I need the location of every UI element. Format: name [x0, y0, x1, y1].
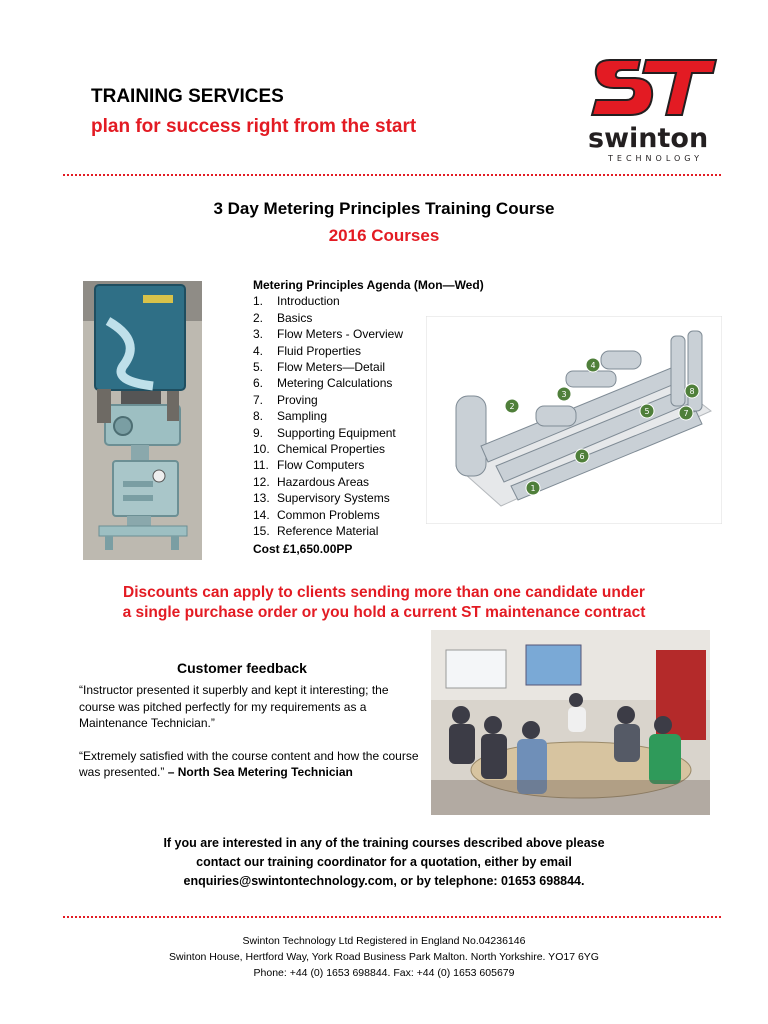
agenda-item-number: 4. — [253, 343, 264, 358]
agenda-item-label: Supporting Equipment — [277, 425, 396, 440]
skid-callout-label: 1 — [530, 484, 536, 493]
feedback-quote-2 — [79, 748, 419, 781]
agenda-item-label: Hazardous Areas — [277, 474, 370, 489]
contact-line-2: contact our training coordinator for a quotation, either by email — [196, 855, 572, 869]
skid-callout-label: 3 — [561, 390, 567, 399]
agenda-item-label: Sampling — [277, 409, 328, 424]
agenda-item-number: 1. — [253, 294, 264, 309]
skid-callout-label: 7 — [683, 409, 689, 418]
agenda-item-label: Fluid Properties — [277, 343, 362, 358]
course-cost: Cost £1,650.00PP — [253, 541, 353, 556]
agenda-item-number: 6. — [253, 376, 264, 391]
feedback-quote-2-text: “Extremely satisfied with the course content and how the course was presented.” — [79, 748, 419, 779]
agenda-item — [253, 293, 484, 309]
feedback-body — [79, 682, 419, 797]
agenda-item-number: 13. — [253, 491, 270, 506]
skid-callout-label: 4 — [590, 361, 596, 370]
logo-tagline: TECHNOLOGY — [608, 154, 703, 163]
course-year: 2016 Courses — [328, 226, 440, 245]
contact-info — [0, 834, 768, 891]
contact-line-1: If you are interested in any of the training courses described above please — [163, 836, 605, 850]
feedback-quote-1: “Instructor presented it superbly and kept it interesting; the course was pitched perfectly for my requirements as a Maintenance Technician.” — [79, 683, 389, 730]
footer — [0, 933, 768, 981]
page-subtitle: plan for success right from the start — [91, 116, 417, 137]
agenda-item-number: 7. — [253, 392, 264, 407]
agenda-title: Metering Principles Agenda (Mon—Wed) — [253, 278, 484, 292]
agenda-item-number: 14. — [253, 507, 270, 522]
discount-line-2: a single purchase order or you hold a current ST maintenance contract — [122, 604, 646, 621]
agenda-item-number: 8. — [253, 409, 264, 424]
page-title: TRAINING SERVICES — [91, 86, 284, 107]
footer-phone-fax: Phone: +44 (0) 1653 698844. Fax: +44 (0) 1653 605679 — [253, 967, 515, 979]
agenda-item-label: Metering Calculations — [277, 376, 393, 391]
agenda-item-label: Reference Material — [277, 524, 379, 539]
agenda-item-label: Common Problems — [277, 507, 380, 522]
skid-callout-label: 2 — [509, 402, 515, 411]
logo-st-mark — [592, 60, 716, 115]
agenda-item-number: 5. — [253, 360, 264, 375]
agenda-item-number: 9. — [253, 425, 264, 440]
feedback-heading: Customer feedback — [177, 660, 307, 676]
agenda-item-number: 3. — [253, 327, 264, 342]
agenda-item-label: Proving — [277, 392, 318, 407]
classroom-photo — [431, 630, 710, 815]
divider-top — [63, 174, 721, 176]
skid-callout-label: 5 — [644, 407, 650, 416]
metering-skid-illustration — [426, 316, 722, 524]
agenda-item-number: 15. — [253, 524, 270, 539]
agenda-item-label: Introduction — [277, 294, 340, 309]
swinton-logo — [588, 55, 718, 165]
discount-line-1: Discounts can apply to clients sending more than one candidate under — [123, 584, 645, 601]
footer-address: Swinton House, Hertford Way, York Road Business Park Malton. North Yorkshire. YO17 6YG — [169, 951, 599, 963]
agenda-item — [253, 523, 484, 539]
agenda-item-label: Flow Computers — [277, 458, 365, 473]
footer-registration: Swinton Technology Ltd Registered in England No.04236146 — [242, 935, 526, 947]
agenda-item-number: 2. — [253, 310, 264, 325]
contact-line-3: enquiries@swintontechnology.com, or by telephone: 01653 698844. — [183, 874, 585, 888]
agenda-item-label: Flow Meters—Detail — [277, 360, 386, 375]
meter-cabinet-photo — [83, 281, 202, 560]
feedback-quote-2-author: – North Sea Metering Technician — [164, 765, 353, 779]
agenda-item-label: Chemical Properties — [277, 442, 386, 457]
agenda-item-label: Flow Meters - Overview — [277, 327, 404, 342]
skid-callout-label: 6 — [579, 452, 585, 461]
divider-bottom — [63, 916, 721, 918]
discount-notice — [0, 583, 768, 623]
skid-callout-label: 8 — [689, 387, 695, 396]
logo-brand: swinton — [588, 123, 709, 154]
agenda-item-label: Supervisory Systems — [277, 491, 390, 506]
agenda-item-number: 10. — [253, 442, 270, 457]
agenda-item-number: 12. — [253, 474, 270, 489]
agenda-item-label: Basics — [277, 310, 313, 325]
course-title: 3 Day Metering Principles Training Course — [213, 199, 555, 218]
agenda-item-number: 11. — [253, 458, 269, 473]
